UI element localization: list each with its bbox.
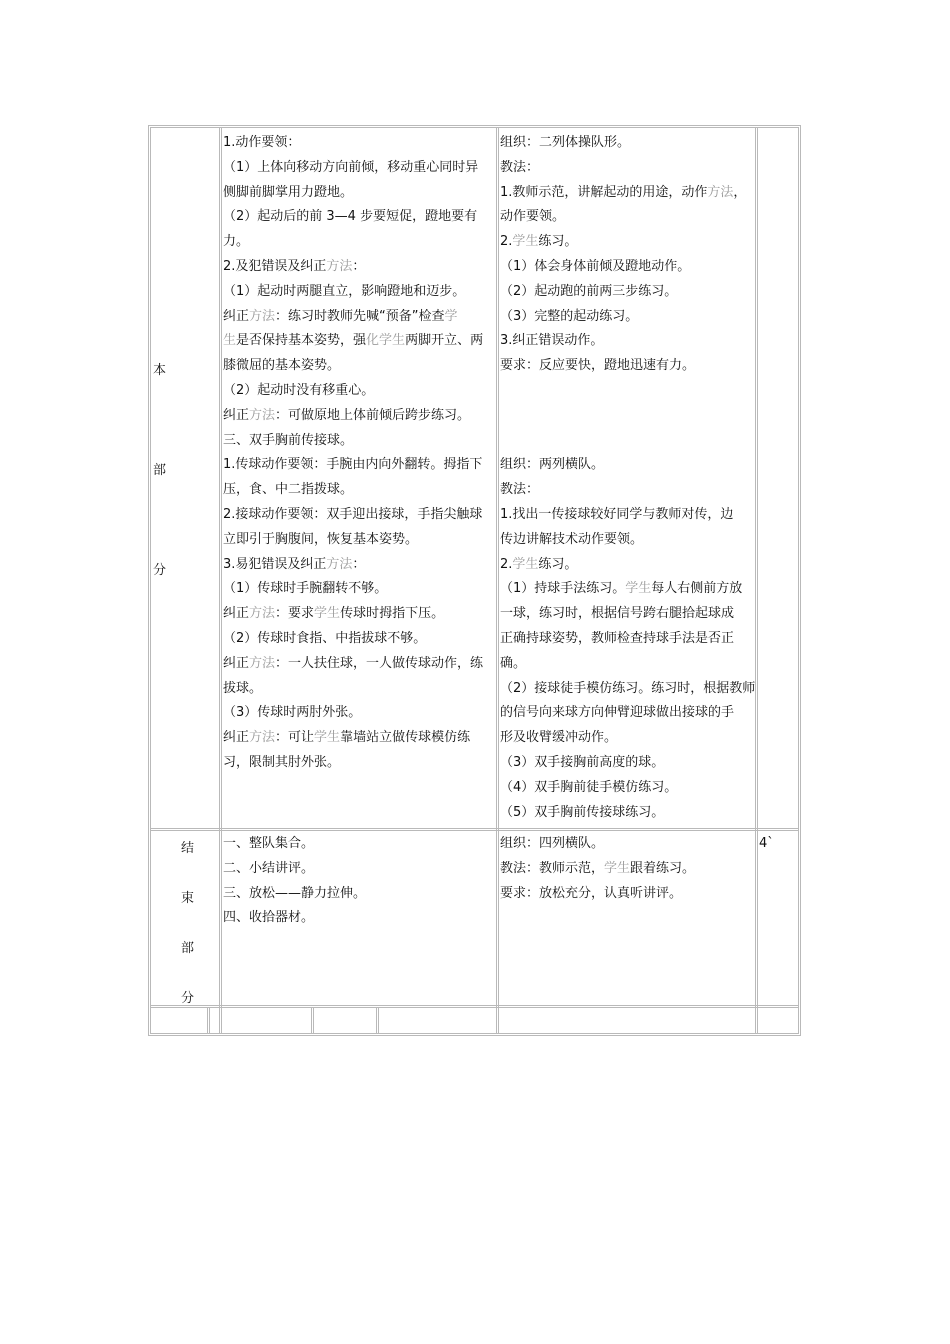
text-run: （1）体会身体前倾及蹬地动作。 xyxy=(500,258,691,274)
section-label-char: 本 xyxy=(153,363,167,378)
main-content-line xyxy=(223,553,483,578)
main-content-line xyxy=(223,726,483,751)
text-run: 两脚开立、两 xyxy=(405,333,484,349)
ending-time-cell: 4` xyxy=(759,836,774,851)
main-organization-line xyxy=(500,354,755,379)
main-content-line xyxy=(223,453,483,478)
column-divider xyxy=(311,1008,314,1033)
main-organization-line xyxy=(500,553,755,578)
text-run: 每人右侧前方放 xyxy=(651,581,743,597)
text-run: 组织：四列横队。 xyxy=(500,836,605,851)
section-label-char: 分 xyxy=(181,991,195,1006)
main-content-line xyxy=(223,156,483,181)
main-content-line xyxy=(223,205,483,230)
row-divider xyxy=(151,1005,798,1008)
text-run: 拔球。 xyxy=(223,680,263,696)
main-organization-line xyxy=(500,404,755,429)
text-run: 组织：两列横队。 xyxy=(500,457,605,473)
main-content-line xyxy=(223,131,483,156)
text-run: 三、双手胸前传接球。 xyxy=(223,432,354,448)
text-run: 1.找出一传接球较好同学与教师对传，边 xyxy=(500,506,734,522)
highlighted-term: 方法 xyxy=(326,556,353,572)
text-run: （3）双手接胸前高度的球。 xyxy=(500,754,665,770)
text-run: 教法： xyxy=(500,482,540,498)
text-run: 三、放松——静力拉伸。 xyxy=(223,885,367,901)
main-content-line xyxy=(223,379,483,404)
main-content-line xyxy=(223,478,483,503)
text-run: 习，限制其肘外张。 xyxy=(223,754,341,770)
text-run: 正确持球姿势，教师检查持球手法是否正 xyxy=(500,630,735,646)
section-label-char: 部 xyxy=(153,463,167,478)
text-run: （2）起动时没有移重心。 xyxy=(223,382,375,398)
main-content-line xyxy=(223,577,483,602)
text-run: ：一人扶住球，一人做传球动作，练 xyxy=(275,655,484,671)
text-run: 教法：教师示范， xyxy=(500,860,605,876)
text-run: 组织：二列体操队形。 xyxy=(500,135,631,150)
column-divider xyxy=(219,128,222,1033)
text-run: （2）传球时食指、中指拔球不够。 xyxy=(223,630,427,646)
main-organization-line xyxy=(500,577,755,602)
column-divider xyxy=(207,1008,210,1033)
main-content-line xyxy=(223,627,483,652)
main-organization-line xyxy=(500,602,755,627)
main-organization-line xyxy=(500,478,755,503)
column-divider xyxy=(376,1008,379,1033)
main-organization-line xyxy=(500,131,755,156)
main-organization-line xyxy=(500,156,755,181)
text-run: 1.传球动作要领：手腕由内向外翻转。拇指下 xyxy=(223,457,483,473)
text-run: 的信号向来球方向伸臂迎球做出接球的手 xyxy=(500,705,735,721)
ending-organization-line xyxy=(500,882,695,907)
ending-content-line xyxy=(223,832,366,857)
text-run: 立即引于胸腹间，恢复基本姿势。 xyxy=(223,531,419,547)
text-run: 练习。 xyxy=(538,234,578,250)
text-run: （1）上体向移动方向前倾，移动重心同时异 xyxy=(223,159,479,175)
text-run: 2. xyxy=(500,556,513,572)
highlighted-term: 学生 xyxy=(379,333,406,349)
text-run: 要求：放松充分，认真听讲评。 xyxy=(500,885,683,901)
column-divider xyxy=(496,128,499,1033)
text-run: （2）起动跑的前两三步练习。 xyxy=(500,283,678,299)
text-run: 纠正 xyxy=(223,606,250,622)
main-content-line xyxy=(223,230,483,255)
text-run: 是否保持基本姿势，强 xyxy=(236,333,367,349)
ending-organization-cell xyxy=(500,832,695,906)
text-run: 纠正 xyxy=(223,655,250,671)
main-content-line xyxy=(223,677,483,702)
main-organization-line xyxy=(500,181,755,206)
main-content-cell xyxy=(223,131,483,776)
text-run: （1）传球时手腕翻转不够。 xyxy=(223,581,388,597)
text-run: 四、收拾器材。 xyxy=(223,910,315,926)
section-label-char: 部 xyxy=(181,941,195,956)
text-run: 传球时拇指下压。 xyxy=(340,606,445,622)
main-organization-line xyxy=(500,329,755,354)
highlighted-term: 学生 xyxy=(512,556,539,572)
highlighted-term: 方法 xyxy=(249,730,276,746)
text-run: 靠墙站立做传球模仿练 xyxy=(340,730,471,746)
text-run: 要求：反应要快，蹬地迅速有力。 xyxy=(500,358,696,374)
ending-content-line xyxy=(223,906,366,931)
main-content-line xyxy=(223,329,483,354)
main-organization-line xyxy=(500,429,755,454)
main-content-line xyxy=(223,280,483,305)
text-run: 一、整队集合。 xyxy=(223,836,315,851)
main-content-line xyxy=(223,751,483,776)
highlighted-term: 方法 xyxy=(249,655,276,671)
text-run: ：可让 xyxy=(275,730,315,746)
ending-content-cell xyxy=(223,832,366,931)
main-content-line xyxy=(223,528,483,553)
main-organization-line xyxy=(500,230,755,255)
text-run: 3.纠正错误动作。 xyxy=(500,333,604,349)
text-run: （1）起动时两腿直立，影响蹬地和迈步。 xyxy=(223,283,466,299)
text-run: 2.及犯错误及纠正 xyxy=(223,258,327,274)
main-content-line xyxy=(223,305,483,330)
main-organization-line xyxy=(500,701,755,726)
highlighted-term: 化 xyxy=(366,333,380,349)
text-run: ， xyxy=(733,184,747,200)
ending-organization-line xyxy=(500,832,695,857)
text-run: 1.教师示范，讲解起动的用途，动作 xyxy=(500,184,708,200)
main-organization-line xyxy=(500,627,755,652)
main-organization-line xyxy=(500,280,755,305)
main-content-line xyxy=(223,503,483,528)
text-run: 教法： xyxy=(500,159,540,175)
text-run: 形及收臂缓冲动作。 xyxy=(500,730,618,746)
text-run: 二、小结讲评。 xyxy=(223,860,315,876)
main-organization-line xyxy=(500,652,755,677)
main-organization-line xyxy=(500,776,755,801)
highlighted-term: 方法 xyxy=(707,184,734,200)
text-run: （4）双手胸前徒手模仿练习。 xyxy=(500,779,678,795)
main-organization-line xyxy=(500,751,755,776)
ending-organization-line xyxy=(500,857,695,882)
column-divider xyxy=(755,128,758,1033)
text-run: 纠正 xyxy=(223,308,250,324)
text-run: 2.接球动作要领：双手迎出接球，手指尖触球 xyxy=(223,506,483,522)
text-run: 纠正 xyxy=(223,730,250,746)
text-run: 动作要领。 xyxy=(500,209,566,225)
section-label-char: 束 xyxy=(181,891,195,906)
main-organization-line xyxy=(500,528,755,553)
highlighted-term: 方法 xyxy=(249,407,276,423)
main-organization-line xyxy=(500,453,755,478)
text-run: 膝微屈的基本姿势。 xyxy=(223,358,341,374)
section-label-char: 分 xyxy=(153,563,167,578)
text-run: ：练习时教师先喊“预备”检查 xyxy=(275,308,445,324)
text-run: 2. xyxy=(500,234,513,250)
text-run: 侧脚前脚掌用力蹬地。 xyxy=(223,184,354,200)
main-content-line xyxy=(223,602,483,627)
main-content-line xyxy=(223,404,483,429)
text-run: （1）持球手法练习。 xyxy=(500,581,626,597)
main-content-line xyxy=(223,652,483,677)
highlighted-term: 生 xyxy=(223,333,237,349)
main-organization-line xyxy=(500,726,755,751)
highlighted-term: 学生 xyxy=(604,860,631,876)
row-divider xyxy=(151,828,798,831)
text-run: （3）完整的起动练习。 xyxy=(500,308,639,324)
ending-content-line xyxy=(223,882,366,907)
text-run: 1.动作要领： xyxy=(223,135,301,150)
main-organization-line xyxy=(500,305,755,330)
main-content-line xyxy=(223,354,483,379)
text-run: ： xyxy=(352,258,366,274)
text-run: 力。 xyxy=(223,234,250,250)
text-run: 传边讲解技术动作要领。 xyxy=(500,531,644,547)
text-run: （2）接球徒手模仿练习。练习时，根据教师 xyxy=(500,680,756,696)
main-organization-line xyxy=(500,677,755,702)
text-run: （3）传球时两肘外张。 xyxy=(223,705,362,721)
main-content-line xyxy=(223,255,483,280)
main-organization-cell xyxy=(500,131,755,825)
section-label-char: 结 xyxy=(181,841,195,856)
ending-content-line xyxy=(223,857,366,882)
main-content-line xyxy=(223,701,483,726)
text-run: 练习。 xyxy=(538,556,578,572)
text-run: 确。 xyxy=(500,655,527,671)
highlighted-term: 学生 xyxy=(314,606,341,622)
text-run: （5）双手胸前传接球练习。 xyxy=(500,804,665,820)
main-organization-line xyxy=(500,205,755,230)
highlighted-term: 学生 xyxy=(625,581,652,597)
text-run: ： xyxy=(352,556,366,572)
main-organization-line xyxy=(500,503,755,528)
text-run: 3.易犯错误及纠正 xyxy=(223,556,327,572)
highlighted-term: 学生 xyxy=(314,730,341,746)
text-run: 纠正 xyxy=(223,407,250,423)
main-organization-line xyxy=(500,379,755,404)
main-content-line xyxy=(223,181,483,206)
highlighted-term: 方法 xyxy=(249,606,276,622)
highlighted-term: 方法 xyxy=(326,258,353,274)
text-run: ：要求 xyxy=(275,606,315,622)
highlighted-term: 方法 xyxy=(249,308,276,324)
highlighted-term: 学 xyxy=(444,308,458,324)
text-run: 跟着练习。 xyxy=(630,860,696,876)
main-organization-line xyxy=(500,255,755,280)
main-organization-line xyxy=(500,801,755,826)
text-run: （2）起动后的前 3—4 步要短促，蹬地要有 xyxy=(223,209,478,225)
highlighted-term: 学生 xyxy=(512,234,539,250)
text-run: 一球，练习时，根据信号跨右腿拾起球成 xyxy=(500,606,735,622)
text-run: ：可做原地上体前倾后跨步练习。 xyxy=(275,407,471,423)
lesson-plan-table xyxy=(148,125,801,1036)
main-content-line xyxy=(223,429,483,454)
text-run: 压，食、中二指拨球。 xyxy=(223,482,354,498)
